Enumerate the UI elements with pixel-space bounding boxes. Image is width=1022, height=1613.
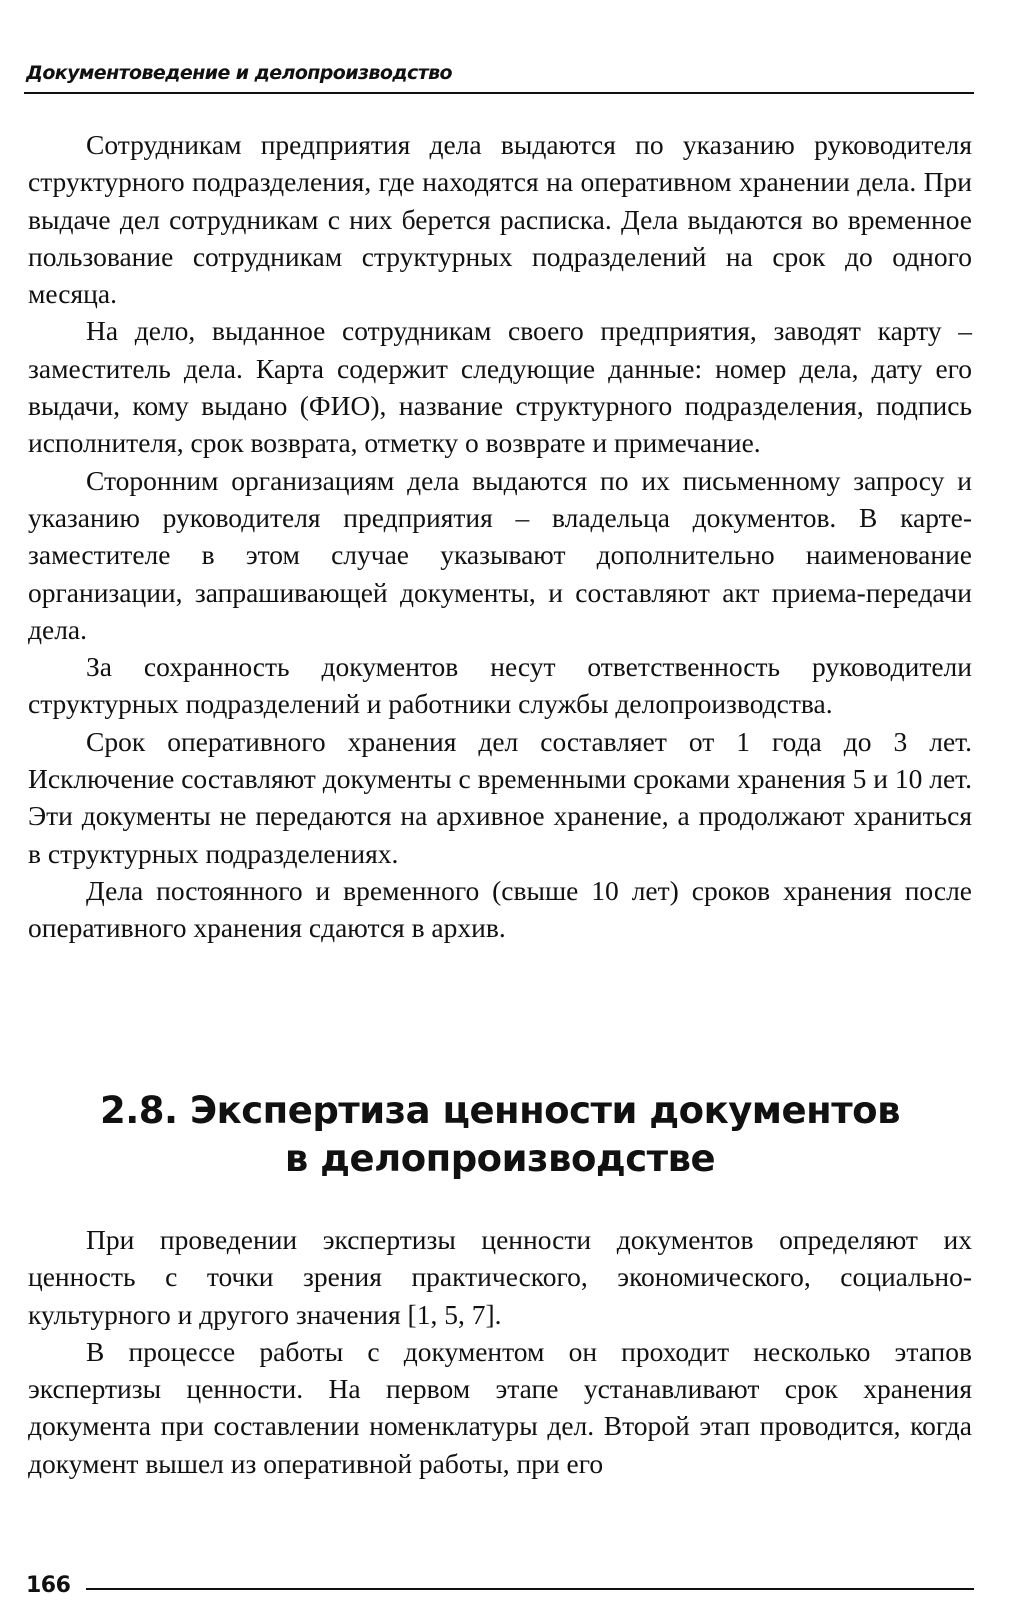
section-heading (28, 1087, 972, 1183)
paragraph: Сторонним организациям дела выдаются по их письменному запросу и указанию руководителя предприятия – владельца документов. В карте-заместителе в этом случае указывают дополнительно наименование организации, запрашивающей документы, и составляют акт приема-передачи дела. (28, 464, 972, 645)
text-block-before-heading (28, 126, 972, 947)
paragraph: Сотрудникам предприятия дела выдаются по указанию руководителя структурного подразделения, где находятся на оперативном хранении дела. При выдаче дел сотрудникам с них берется расписка. Дела выдаются во временное пользование сотрудникам структурных подразделений на срок до одного месяца. (28, 129, 972, 310)
text-block-after-heading (28, 1221, 972, 1482)
paragraph: При проведении экспертизы ценности документов определяют их ценность с точки зрения практического, экономического, социально-культурного и другого значения [1, 5, 7]. (28, 1224, 972, 1330)
paragraph: В процессе работы с документом он проходит несколько этапов экспертизы ценности. На первом этапе устанавливают срок хранения документа при составлении номенклатуры дел. Второй этап проводится, когда документ вышел из оперативной работы, при его (28, 1335, 972, 1479)
paragraph: Срок оперативного хранения дел составляет от 1 года до 3 лет. Исключение составляют документы с временными сроками хранения 5 и 10 лет. Эти документы не передаются на архивное хранение, а продолжают храниться в структурных подразделениях. (28, 725, 972, 869)
page-number: 166 (26, 1573, 71, 1598)
footer-rule (86, 1588, 974, 1590)
section-heading-line: 2.8. Экспертиза ценности документов (99, 1089, 900, 1132)
running-header: Документоведение и делопроизводство (26, 62, 452, 84)
header-rule (24, 92, 974, 94)
section-heading-line: в делопроизводстве (284, 1137, 716, 1180)
paragraph: На дело, выданное сотрудникам своего предприятия, заводят карту – заместитель дела. Карта содержит следующие данные: номер дела, дату его выдачи, кому выдано (ФИО), название структурного подразделения, подпись исполнителя, срок возврата, отметку о возврате и примечание. (28, 315, 972, 459)
paragraph: Дела постоянного и временного (свыше 10 лет) сроков хранения после оперативного хранения сдаются в архив. (28, 874, 972, 944)
paragraph: За сохранность документов несут ответственность руководители структурных подразделений и работники службы делопроизводства. (28, 651, 972, 720)
